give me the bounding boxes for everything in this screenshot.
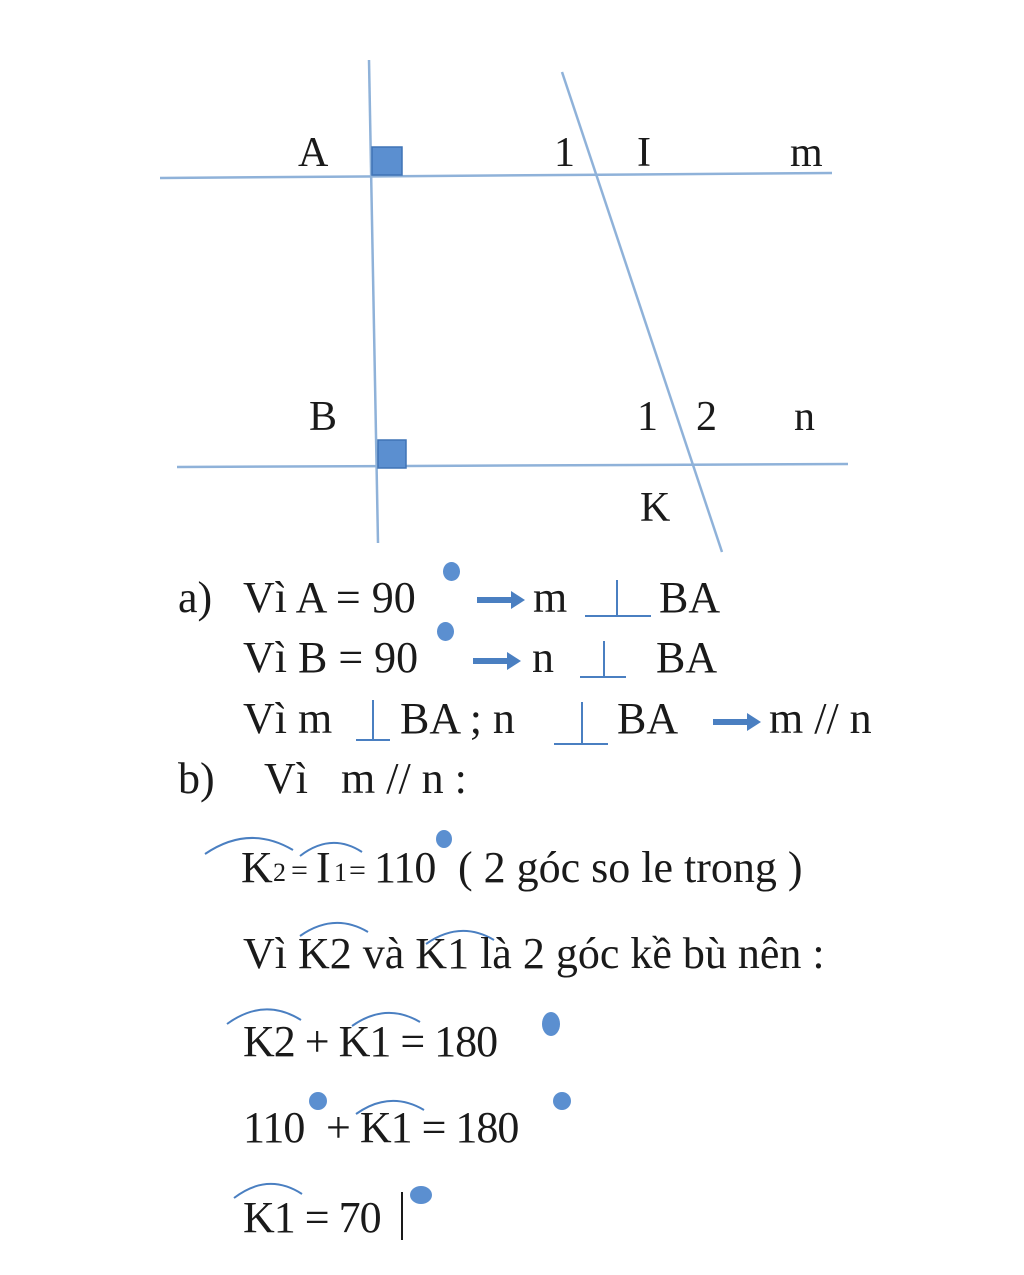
- a-line2-ba: BA: [656, 633, 718, 682]
- degree-icon: [542, 1012, 560, 1036]
- degree-icon: [410, 1186, 432, 1204]
- degree-icon: [309, 1092, 327, 1110]
- text-caret: [401, 1192, 403, 1240]
- b1-k-sub: 2: [273, 858, 286, 887]
- line-ab: [369, 60, 378, 543]
- a-line2-n: n: [532, 633, 554, 682]
- a-line1-m: m: [533, 573, 568, 622]
- b1-eq2: =: [349, 854, 366, 887]
- geometry-figure: [0, 0, 1024, 560]
- a-line3-result: m // n: [769, 694, 872, 743]
- b-step5: K1 = 70: [243, 1193, 381, 1242]
- a-line3-ba2: BA: [617, 694, 679, 743]
- degree-icon: [443, 562, 460, 581]
- right-angle-mark-a: [372, 147, 402, 175]
- a-line3-lead: Vì m: [243, 694, 333, 743]
- label-m: m: [790, 130, 823, 176]
- label-a: A: [298, 130, 329, 176]
- label-k: K: [640, 485, 671, 531]
- b1-eq1: =: [291, 854, 308, 887]
- b-heading: Vì m // n :: [264, 754, 467, 803]
- a-line1-lead: Vì A = 90: [243, 573, 416, 622]
- perpendicular-icon: [585, 580, 651, 620]
- arrow-right-icon: [473, 651, 521, 671]
- b1-k: K: [241, 843, 273, 892]
- b-step3: K2 + K1 = 180: [243, 1017, 498, 1066]
- label-angle-k1: 1: [637, 394, 658, 440]
- part-b-marker: b): [178, 754, 215, 803]
- a-line3-ba1: BA ; n: [400, 694, 515, 743]
- arrow-right-icon: [477, 590, 525, 610]
- label-n: n: [794, 394, 815, 440]
- line-n: [177, 464, 848, 467]
- label-angle-k2: 2: [696, 394, 717, 440]
- b1-value: 110: [374, 843, 436, 892]
- arrow-right-icon: [713, 712, 761, 732]
- perpendicular-icon: [356, 700, 390, 744]
- a-line2-lead: Vì B = 90: [243, 633, 419, 682]
- label-b: B: [309, 394, 338, 440]
- degree-icon: [436, 830, 452, 848]
- b-step2: Vì K2 và K1 là 2 góc kề bù nên :: [243, 929, 825, 978]
- part-a-marker: a): [178, 573, 213, 622]
- degree-icon: [553, 1092, 571, 1110]
- b4-a: 110: [243, 1103, 305, 1152]
- b4-b: + K1 = 180: [326, 1103, 519, 1152]
- line-m: [160, 173, 832, 178]
- a-line1-ba: BA: [659, 573, 721, 622]
- b1-i: I: [316, 843, 331, 892]
- b1-i-sub: 1: [334, 858, 347, 887]
- label-i: I: [637, 130, 651, 176]
- right-angle-mark-b: [378, 440, 406, 468]
- label-angle-i1: 1: [554, 130, 575, 176]
- perpendicular-icon: [554, 702, 608, 748]
- perpendicular-icon: [580, 641, 626, 681]
- b1-note: ( 2 góc so le trong ): [458, 843, 803, 892]
- degree-icon: [437, 622, 454, 641]
